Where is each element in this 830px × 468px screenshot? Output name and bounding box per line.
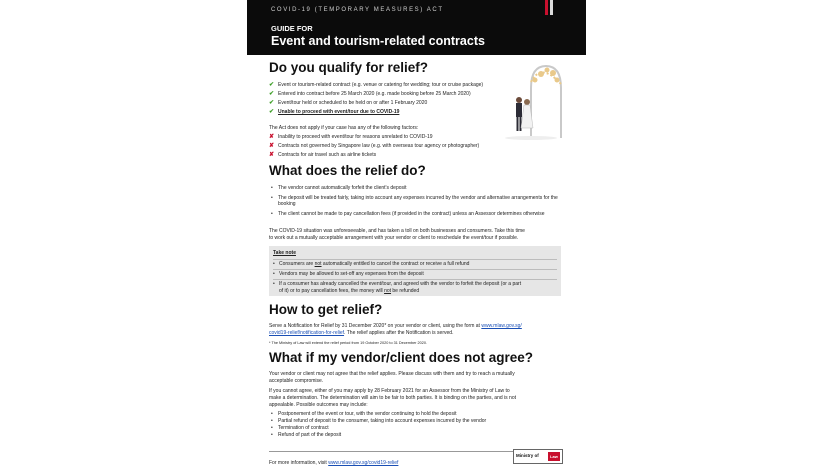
document-title: Event and tourism-related contracts <box>271 34 485 48</box>
take-note-heading: Take note <box>273 250 296 256</box>
take-note-box <box>269 246 561 296</box>
guide-label: GUIDE FOR <box>271 24 313 33</box>
note-item: Vendors may be allowed to set-off any expenses from the deposit <box>279 271 424 277</box>
qualify-heading: Do you qualify for relief? <box>269 60 429 75</box>
relief-form-link[interactable]: www.mlaw.gov.sg/ <box>481 323 522 329</box>
relief-heading: What does the relief do? <box>269 163 426 178</box>
outcome-item: Refund of part of the deposit <box>278 432 342 438</box>
how-heading: How to get relief? <box>269 302 383 317</box>
bullet-icon: • <box>271 185 273 191</box>
bullet-icon: • <box>271 411 273 417</box>
check-icon: ✔ <box>269 91 275 97</box>
relief-paragraph-line: The COVID-19 situation was unforeseeable, and has taken a toll on both businesses and consumers. Take this time <box>269 228 525 234</box>
exclusion-item: Contracts not governed by Singapore law (e.g. with overseas tour agency or photographer) <box>278 143 480 149</box>
how-text-line: Serve a Notification for Relief by 31 December 2020* on your vendor or client, using the form at www.mlaw.gov.sg/ <box>269 323 522 329</box>
qualify-item: Unable to proceed with event/tour due to COVID-19 <box>278 109 400 115</box>
footer-text: For more information, visit www.mlaw.gov.sg/covid19-relief <box>269 460 399 466</box>
relief-bullet: The vendor cannot automatically forfeit the client's deposit <box>278 185 407 191</box>
bullet-icon: • <box>271 432 273 438</box>
ministry-of-law-logo: Ministry of Law <box>513 449 563 464</box>
note-item: If a consumer has already cancelled the event/tour, and agreed with the vendor to forfeit the deposit (or a part <box>279 281 522 287</box>
relief-bullet: The deposit will be treated fairly, taking into account any expenses incurred by the vendor and alternative arrangements for the booking <box>278 195 558 208</box>
check-icon: ✔ <box>269 82 275 88</box>
cross-icon: ✘ <box>269 134 275 140</box>
check-icon: ✔ <box>269 109 275 115</box>
wedding-couple-illustration <box>501 58 565 142</box>
header-stripe-red <box>545 0 548 15</box>
outcome-item: Postponement of the event or tour, with the vendor continuing to hold the deposit <box>278 411 457 417</box>
bullet-icon: • <box>271 425 273 431</box>
bullet-icon: • <box>273 261 275 267</box>
relief-form-link-continued[interactable]: covid19-relief/notification-for-relief <box>269 330 345 336</box>
note-divider <box>273 259 557 260</box>
outcome-item: Termination of contract <box>278 425 329 431</box>
disagree-text-line: acceptable compromise. <box>269 378 324 384</box>
more-info-link[interactable]: www.mlaw.gov.sg/covid19-relief <box>328 460 399 466</box>
note-item-continued: of it) or to pay cancellation fees, the money will not be refunded <box>279 288 420 294</box>
note-divider <box>273 269 557 270</box>
relief-bullet: The client cannot be made to pay cancellation fees (if provided in the contract) unless an Assessor determines otherwise <box>278 211 545 217</box>
exclusion-item: Inability to proceed with event/tour for reasons unrelated to COVID-19 <box>278 134 433 140</box>
qualify-item: Entered into contract before 25 March 2020 (e.g. made booking before 25 March 2020) <box>278 91 471 97</box>
disagree-text-line: appealable. Possible outcomes may include: <box>269 402 368 408</box>
bullet-icon: • <box>273 271 275 277</box>
header-stripe-grey <box>550 0 553 15</box>
exclusion-item: Contracts for air travel such as airline tickets <box>278 152 377 158</box>
check-icon: ✔ <box>269 100 275 106</box>
bullet-icon: • <box>273 281 275 287</box>
note-divider <box>273 279 557 280</box>
disagree-heading: What if my vendor/client does not agree? <box>269 350 534 365</box>
cross-icon: ✘ <box>269 152 275 158</box>
relief-paragraph-line: to work out a mutually acceptable arrangement with your vendor or client to reschedule the event/tour if possible. <box>269 235 519 241</box>
qualify-item: Event or tourism-related contract (e.g. venue or catering for wedding; tour or cruise package) <box>278 82 484 88</box>
how-footnote: * The Ministry of Law will extend the relief period from 19 October 2020 to 31 December 2020. <box>269 341 428 345</box>
guide-document <box>247 0 586 468</box>
outcome-item: Partial refund of deposit to the consumer, taking into account expenses incurred by the vendor <box>278 418 487 424</box>
disagree-text-line: Your vendor or client may not agree that the relief applies. Please discuss with them and try to reach a mutually <box>269 371 515 377</box>
note-item: Consumers are not automatically entitled to cancel the contract or receive a full refund <box>279 261 470 267</box>
act-name: COVID-19 (TEMPORARY MEASURES) ACT <box>271 7 444 13</box>
qualify-item: Event/tour held or scheduled to be held on or after 1 February 2020 <box>278 100 428 106</box>
bullet-icon: • <box>271 195 273 201</box>
disagree-text-line: If you cannot agree, either of you may apply by 28 February 2021 for an Assessor from the Ministry of Law to <box>269 388 510 394</box>
document-header <box>247 0 586 55</box>
bullet-icon: • <box>271 418 273 424</box>
cross-icon: ✘ <box>269 143 275 149</box>
bullet-icon: • <box>271 211 273 217</box>
how-text-line: covid19-relief/notification-for-relief. The relief applies after the Notification is served. <box>269 330 454 336</box>
exclusion-intro: The Act does not apply if your case has any of the following factors: <box>269 125 419 131</box>
disagree-text-line: make a determination. The determination will aim to be fair to both parties. It is binding on the parties, and is not <box>269 395 516 401</box>
